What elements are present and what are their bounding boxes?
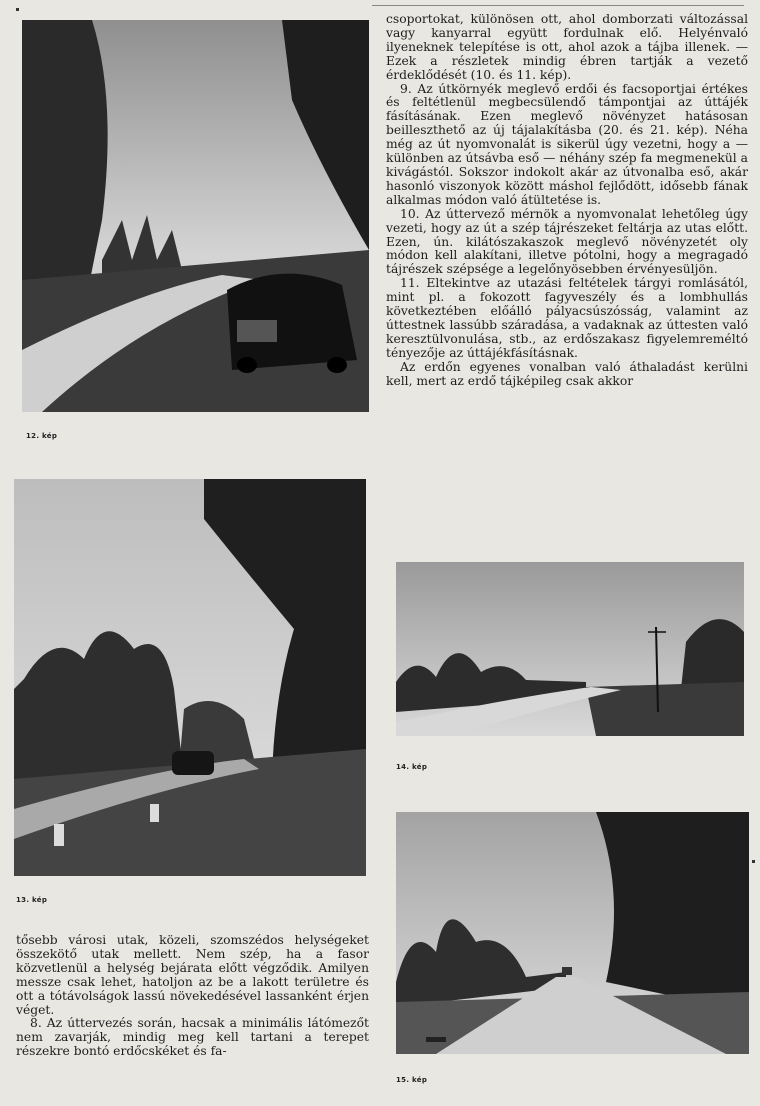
figure-12-photo xyxy=(22,20,369,412)
left-column-text xyxy=(16,934,369,1059)
figure-15-photo xyxy=(396,812,749,1054)
figure-15-caption: 15. kép xyxy=(396,1076,428,1084)
paragraph: 10. Az úttervező mérnök a nyomvonalat lehetőleg úgy vezeti, hogy az út a szép tájrészeket feltárja az utas előtt. Ezen, ún. kilátószakaszok meglevő növényzetét oly módon kell alakítani, illetve pótolni, hogy a megragadó tájrészek szépsége a legelőnyösebben érvényesüljön. xyxy=(386,206,748,277)
header-rule xyxy=(372,5,744,6)
figure-14-caption: 14. kép xyxy=(396,763,428,771)
paragraph: Az erdőn egyenes vonalban való áthaladást kerülni kell, mert az erdő tájképileg csak akkor xyxy=(386,359,748,388)
figure-12-caption: 12. kép xyxy=(26,432,58,440)
paragraph: 9. Az útkörnyék meglevő erdői és facsoportjai értékes és feltétlenül megbecsülendő támpontjai az úttájék fásításának. Ezen meglevő növényzet hatásosan beilleszthető az új tájalakításba (20. és 21. kép). Néha még az út nyomvonalát is sikerül úgy vezetni, hogy a — különben az útsávba eső — néhány szép fa megmenekül a kivágástól. Sokszor indokolt akár az útvonalba eső, akár hasonló viszonyok között máshol fejlődött, idősebb fának alkalmas módon való átültetése is. xyxy=(386,81,748,207)
right-column-text xyxy=(386,13,748,388)
figure-14-photo xyxy=(396,562,744,736)
paragraph: 11. Eltekintve az utazási feltételek tárgyi romlásától, mint pl. a fokozott fagyveszély és a lombhullás következtében előálló pályacsúszósság, valamint az úttestnek lassúbb száradása, a vadaknak az úttesten való keresztülvonulása, stb., az erdőszakasz figyelemreméltó tényezője az úttájékfásításnak. xyxy=(386,276,748,360)
paragraph: csoportokat, különösen ott, ahol domborzati változással vagy kanyarral együtt fordulnak elő. Helyénvaló ilyeneknek telepítése is ott, ahol azok a tájba illenek. — Ezek a részletek mindig ébren tartják a vezető érdeklődését (10. és 11. kép). xyxy=(386,12,748,82)
paragraph: 8. Az úttervezés során, hacsak a minimális látómezőt nem zavarják, mindig meg kell tartani a terepet részekre bontó erdőcskéket és fa- xyxy=(16,1016,369,1059)
figure-13-photo xyxy=(14,479,366,876)
margin-mark xyxy=(752,860,755,863)
paragraph: tősebb városi utak, közeli, szomszédos helységeket összekötő utak mellett. Nem szép, ha a fasor közvetlenül a helység bejárata előtt végződik. Amilyen messze csak lehet, hatoljon az be a lakott területre és ott a tótávolságok lassú növekedésével lassanként érjen véget. xyxy=(16,933,369,1017)
figure-13-caption: 13. kép xyxy=(16,896,48,904)
corner-mark xyxy=(16,8,19,11)
